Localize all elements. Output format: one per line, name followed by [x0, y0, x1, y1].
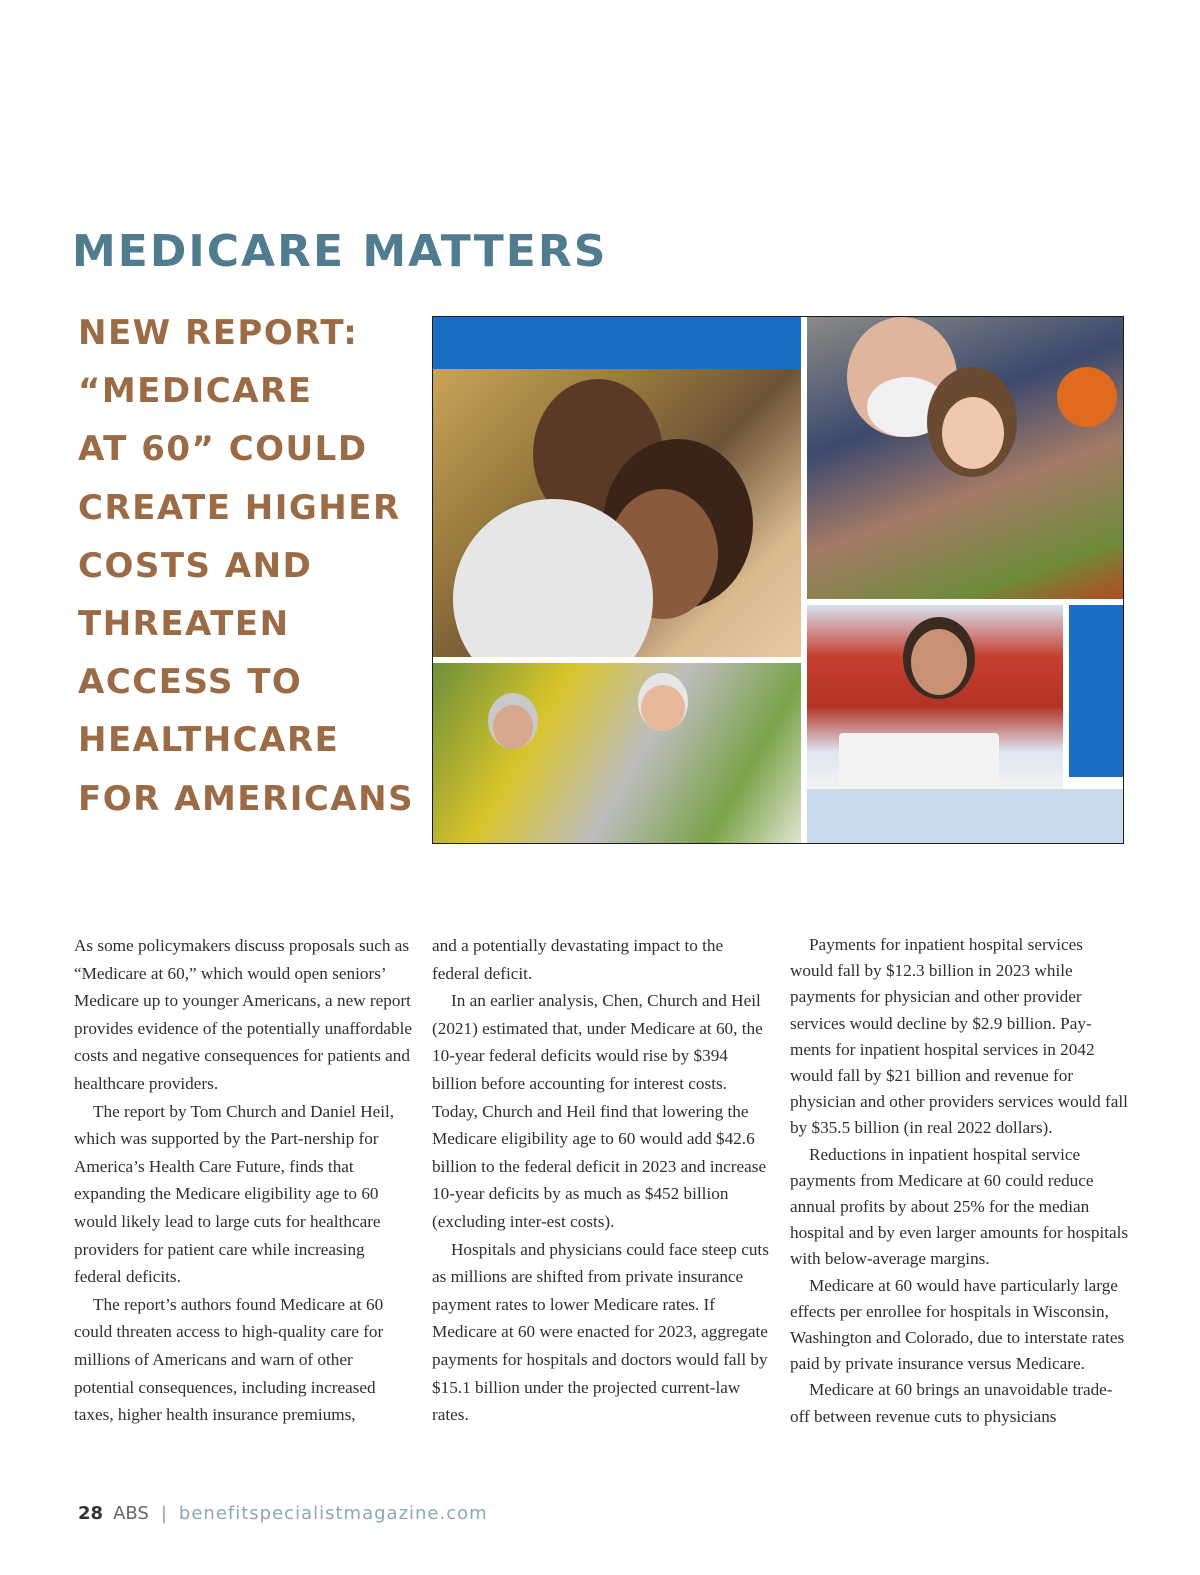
headline-line: “MEDICARE: [78, 371, 313, 412]
article-headline: [78, 304, 423, 828]
body-column-1: [74, 932, 414, 1429]
body-paragraph: In an earlier analysis, Chen, Church and Heil (2021) estimated that, under Medicare at 60, the 10-year federal deficits would rise by $394 billion before accounting for interest costs. Today, Church and Heil find that lowering the Medicare eligibility age to 60 would add $42.6 billion to the federal deficit in 2023 and increase 10-year deficits by as much as $452 billion (excluding inter-est costs).: [432, 991, 767, 1231]
headline-line: ACCESS TO: [78, 662, 303, 703]
photo-collage: [432, 316, 1124, 844]
body-paragraph: As some policymakers discuss proposals such as “Medicare at 60,” which would open seniors’ Medicare up to younger Americans, a new report provides evidence of the potentially unaffordable costs and negative consequences for patients and healthcare providers.: [74, 936, 413, 1093]
section-title: MEDICARE MATTERS: [72, 226, 608, 277]
body-column-2: [432, 932, 772, 1429]
body-paragraph: Hospitals and physicians could face steep cuts as millions are shifted from private insurance payment rates to lower Medicare rates. If Medicare at 60 were enacted for 2023, aggregate payments for hospitals and doctors would fall by $15.1 billion under the projected current-law rates.: [432, 1239, 769, 1425]
body-column-3: [790, 932, 1130, 1430]
body-paragraph: The report by Tom Church and Daniel Heil, which was supported by the Part-nership for America’s Health Care Future, finds that expanding the Medicare eligibility age to 60 would likely lead to large cuts for healthcare providers for patient care while increasing federal deficits.: [74, 1101, 395, 1287]
headline-line: COSTS AND: [78, 545, 313, 586]
couple-photo: [433, 369, 801, 657]
headline-line: HEALTHCARE: [78, 720, 340, 761]
light-blue-block: [807, 789, 1123, 843]
page-number: 28: [78, 1503, 104, 1524]
headline-line: FOR AMERICANS: [78, 778, 415, 819]
blue-accent-block: [1069, 605, 1123, 777]
jogging-couple-photo: [433, 663, 801, 843]
headline-line: CREATE HIGHER: [78, 487, 401, 528]
woman-laptop-photo: [807, 605, 1063, 789]
website-link[interactable]: benefitspecialistmagazine.com: [178, 1503, 488, 1524]
body-paragraph: Reductions in inpatient hospital service payments from Medicare at 60 could reduce annual profits by about 25% for the median hospital and by even larger amounts for hospitals with below-average margins.: [790, 1144, 1129, 1269]
body-paragraph: and a potentially devastating impact to the federal deficit.: [432, 936, 724, 983]
body-paragraph: Payments for inpatient hospital services would fall by $12.3 billion in 2023 while payments for physician and other provider services would decline by $2.9 billion. Pay-ments for inpatient hospital services in 2042 would fall by $21 billion and revenue for physician and other providers services would fall by $35.5 billion (in real 2022 dollars).: [790, 935, 1128, 1138]
publication-name: ABS: [113, 1503, 149, 1524]
footer-separator: |: [160, 1503, 167, 1524]
headline-line: NEW REPORT:: [78, 313, 359, 353]
page-footer: [78, 1503, 488, 1524]
blue-accent-block: [433, 317, 801, 369]
grandfather-granddaughter-photo: [807, 317, 1123, 599]
body-paragraph: Medicare at 60 would have particularly large effects per enrollee for hospitals in Wisconsin, Washington and Colorado, due to interstate rates paid by private insurance versus Medicare.: [790, 1275, 1125, 1374]
headline-line: THREATEN: [78, 604, 290, 645]
body-paragraph: The report’s authors found Medicare at 60 could threaten access to high-quality care for millions of Americans and warn of other potential consequences, including increased taxes, higher health insurance premiums,: [74, 1294, 384, 1425]
body-paragraph: Medicare at 60 brings an unavoidable trade-off between revenue cuts to physicians: [790, 1380, 1113, 1426]
headline-line: AT 60” COULD: [78, 429, 368, 470]
